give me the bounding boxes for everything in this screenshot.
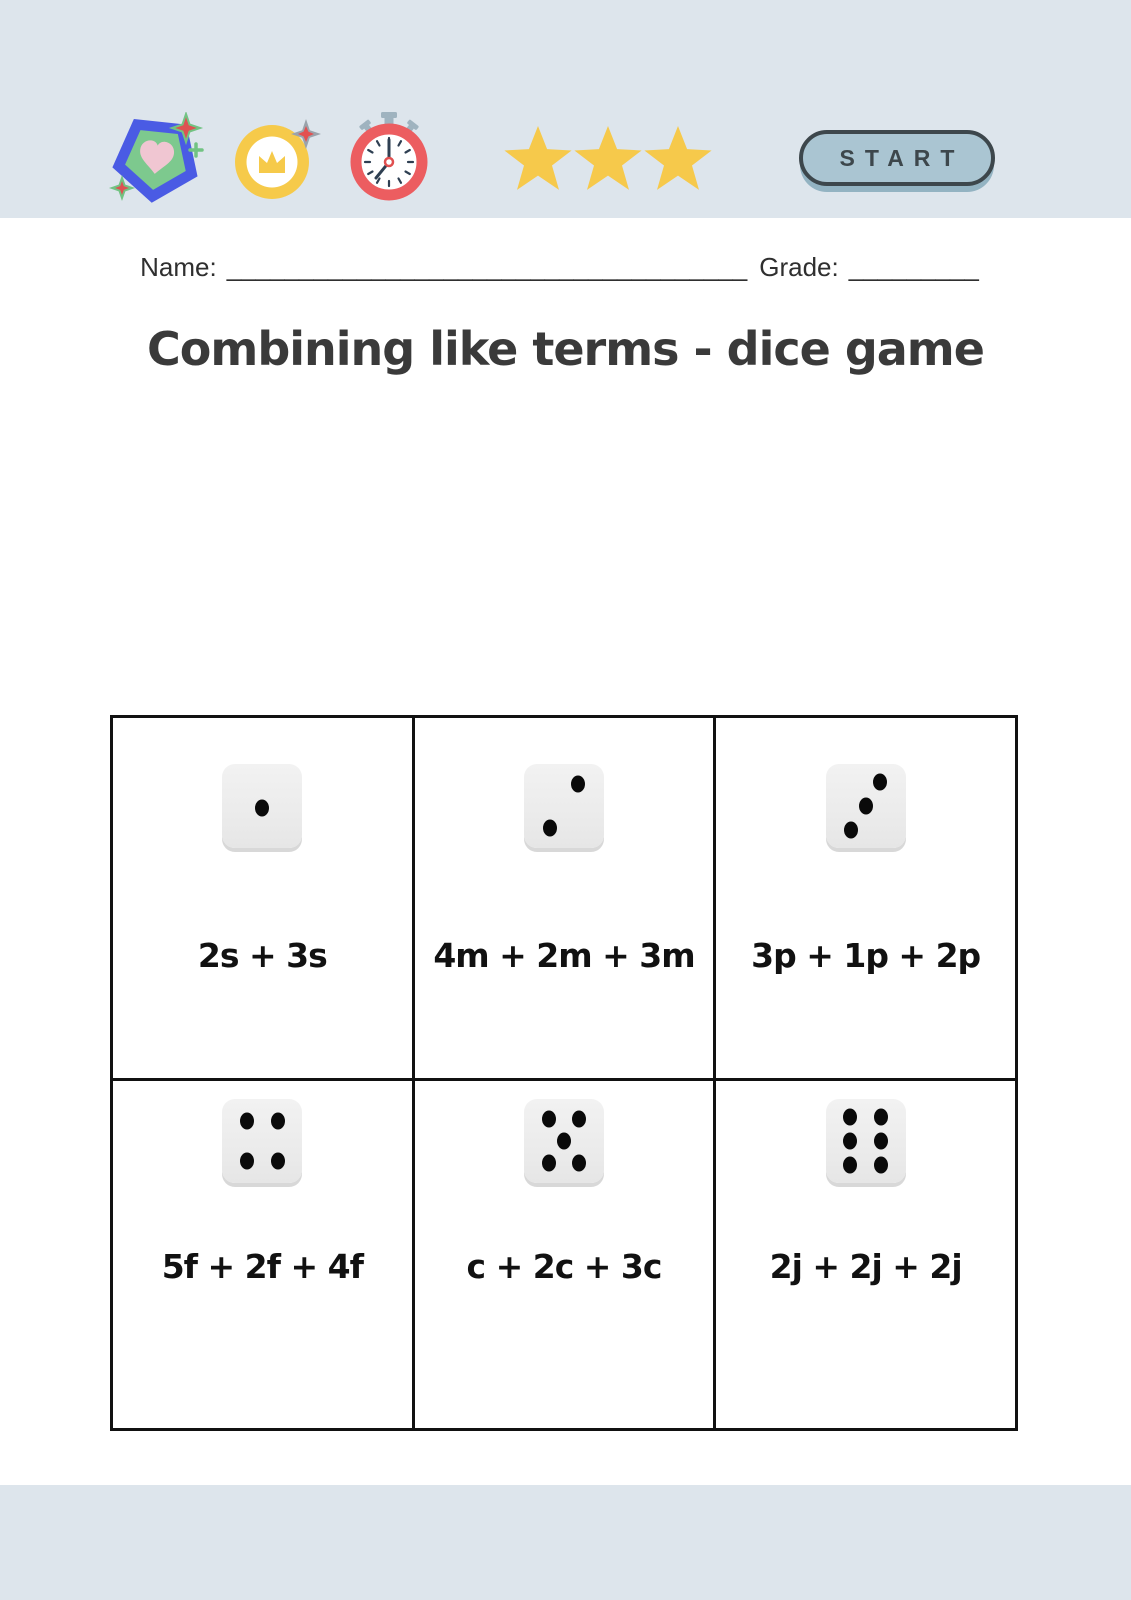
expression-label: 5f + 2f + 4f [161, 1247, 363, 1286]
expression-label: 3p + 1p + 2p [751, 936, 981, 975]
expression-label: 2s + 3s [197, 936, 327, 975]
die-pip [271, 1153, 285, 1170]
die-face-3-icon [826, 764, 906, 848]
die-face-2-icon [524, 764, 604, 848]
die-pip [844, 821, 858, 838]
page-title: Combining like terms - dice game [147, 322, 984, 376]
die-pip [543, 819, 557, 836]
name-blank-line: ____________________________________ [226, 252, 748, 282]
expression-label: 2j + 2j + 2j [769, 1247, 962, 1286]
die-pip [240, 1153, 254, 1170]
die-pip [271, 1112, 285, 1129]
die-pip [572, 1154, 586, 1171]
die-pip [571, 776, 585, 793]
dice-cell [113, 1081, 412, 1428]
star-icon [643, 126, 713, 194]
die-face-1-icon [222, 764, 302, 848]
star-rating [503, 126, 713, 194]
start-button[interactable] [799, 130, 995, 186]
star-icon [503, 126, 573, 194]
die-pip [843, 1133, 857, 1150]
die-face-4-icon [222, 1099, 302, 1183]
die-pip [874, 1133, 888, 1150]
dice-cell [113, 718, 412, 1078]
die-face-5-icon [524, 1099, 604, 1183]
die-pip [873, 774, 887, 791]
die-face-6-icon [826, 1099, 906, 1183]
footer-band [0, 1485, 1131, 1600]
dice-cell [716, 718, 1015, 1078]
expression-label: 4m + 2m + 3m [433, 936, 695, 975]
expression-label: c + 2c + 3c [466, 1247, 662, 1286]
die-pip [542, 1111, 556, 1128]
die-pip [255, 799, 269, 816]
dice-cell [415, 1081, 714, 1428]
crown-coin-icon [234, 118, 326, 207]
die-pip [542, 1154, 556, 1171]
start-button-label: START [839, 144, 965, 171]
die-pip [843, 1109, 857, 1126]
grade-blank-line: _________ [848, 252, 979, 282]
star-icon [573, 126, 643, 194]
die-pip [572, 1111, 586, 1128]
grade-label: Grade: [759, 252, 839, 282]
name-grade-row [0, 252, 1131, 283]
stopwatch-icon [348, 110, 430, 207]
header-band [0, 0, 1131, 218]
die-pip [557, 1133, 571, 1150]
die-pip [240, 1112, 254, 1129]
die-pip [874, 1156, 888, 1173]
dice-cell [415, 718, 714, 1078]
name-label: Name: [140, 252, 217, 282]
gem-badge-icon [108, 112, 204, 217]
dice-grid [110, 715, 1018, 1431]
die-pip [874, 1109, 888, 1126]
dice-cell [716, 1081, 1015, 1428]
die-pip [859, 798, 873, 815]
die-pip [843, 1156, 857, 1173]
